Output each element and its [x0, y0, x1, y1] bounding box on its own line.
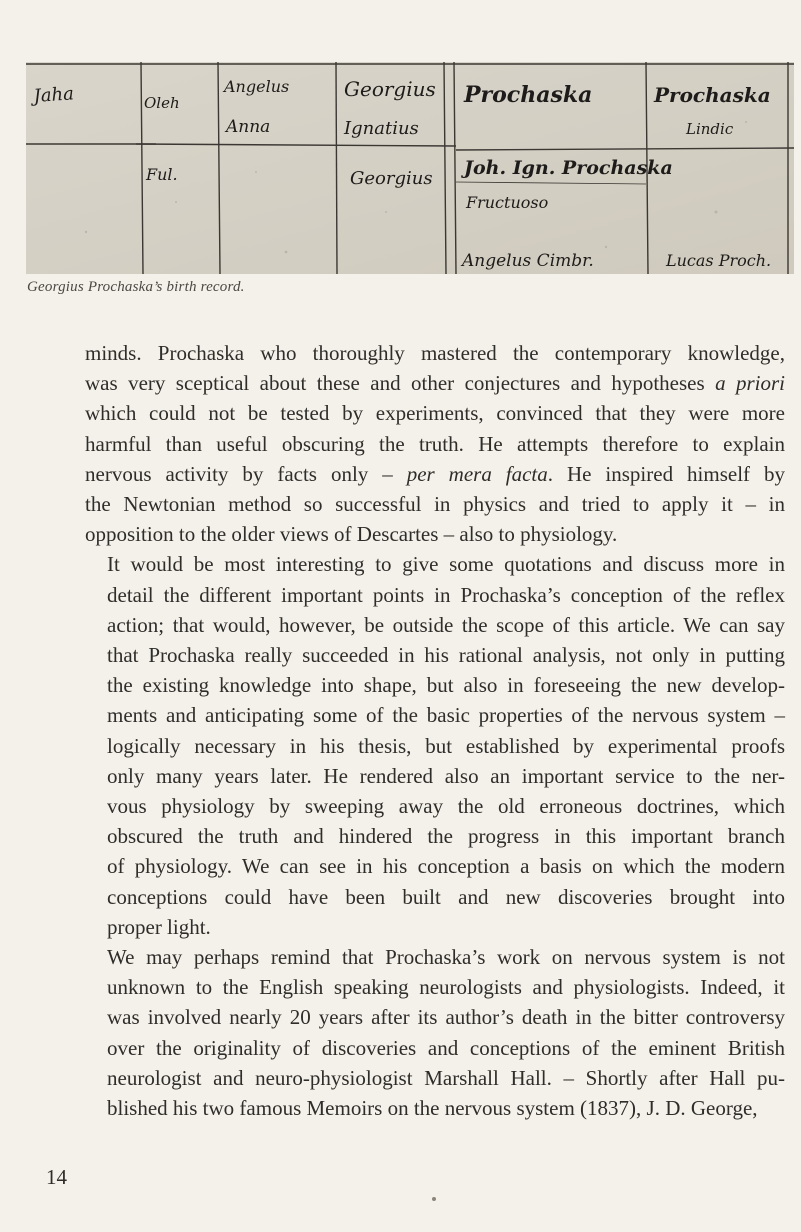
text-line: obscured the truth and hindered the progress in this important branch	[107, 824, 785, 849]
text-line: vous physiology by sweeping away the old erroneous doctrines, which	[107, 794, 785, 819]
text-line: which could not be tested by experiments, convinced that they were more	[85, 401, 785, 426]
svg-text:Oleh: Oleh	[144, 94, 180, 112]
svg-text:Georgius: Georgius	[344, 77, 436, 101]
paragraph	[85, 549, 785, 942]
birth-record-image	[26, 62, 794, 274]
print-speck	[432, 1197, 436, 1201]
text-line: neurologist and neuro-physiologist Marshall Hall. – Shortly after Hall pu-	[107, 1065, 785, 1090]
text-line: unknown to the English speaking neurologists and physiologists. Indeed, it	[107, 975, 785, 1000]
text-line: We may perhaps remind that Prochaska’s work on nervous system is not	[107, 945, 785, 970]
text-line: logically necessary in his thesis, but established by experimental proofs	[107, 733, 785, 758]
svg-text:Angelus: Angelus	[224, 77, 290, 96]
text-line: over the originality of discoveries and conceptions of the eminent British	[107, 1035, 785, 1060]
svg-text:Ignatius: Ignatius	[344, 118, 419, 139]
text-line: detail the different important points in Prochaska’s conception of the reflex	[107, 582, 785, 607]
svg-text:Fructuoso: Fructuoso	[466, 193, 549, 212]
svg-text:Georgius: Georgius	[350, 168, 433, 189]
text-line: only many years later. He rendered also an important service to the ner-	[107, 763, 785, 788]
svg-text:Lucas Proch.: Lucas Proch.	[666, 251, 772, 270]
text-line: of physiology. We can see in his conception a basis on which the modern	[107, 854, 785, 879]
paragraph	[85, 338, 785, 549]
svg-text:Angelus Cimbr.: Angelus Cimbr.	[462, 251, 594, 271]
text-line: opposition to the older views of Descartes – also to physiology.	[85, 522, 618, 547]
text-line: was involved nearly 20 years after its author’s death in the bitter controversy	[107, 1005, 785, 1030]
text-line: that Prochaska really succeeded in his rational analysis, not only in putting	[107, 643, 785, 668]
page-number: 14	[46, 1165, 67, 1189]
svg-text:Prochaska: Prochaska	[654, 83, 771, 107]
svg-text:Jaha: Jaha	[32, 83, 75, 107]
text-line: blished his two famous Memoirs on the nervous system (1837), J. D. George,	[107, 1096, 758, 1121]
svg-text:Joh. Ign. Prochaska: Joh. Ign. Prochaska	[464, 157, 673, 179]
text-line: was very sceptical about these and other conjectures and hypotheses a priori	[85, 371, 786, 396]
svg-text:Lindic: Lindic	[686, 120, 734, 138]
svg-text:Ful.: Ful.	[146, 165, 178, 184]
text-line: proper light.	[107, 914, 211, 939]
svg-text:Anna: Anna	[226, 117, 271, 137]
text-line: harmful than useful obscuring the truth. He attempts therefore to explain	[85, 431, 785, 456]
article-body	[85, 338, 785, 1123]
text-line: nervous activity by facts only – per mera facta. He inspired himself by	[85, 461, 785, 486]
svg-text:Prochaska: Prochaska	[464, 82, 593, 108]
text-line: minds. Prochaska who thoroughly mastered the contemporary knowledge,	[85, 341, 785, 365]
text-line: the Newtonian method so successful in physics and tried to apply it – in	[85, 492, 785, 517]
text-line: ments and anticipating some of the basic properties of the nervous system –	[107, 703, 785, 728]
figure-caption: Georgius Prochaska’s birth record.	[27, 279, 245, 295]
text-line: action; that would, however, be outside the scope of this article. We can say	[107, 612, 785, 637]
paragraph	[85, 942, 785, 1123]
text-line: the existing knowledge into shape, but also in foreseeing the new develop-	[107, 673, 785, 698]
text-line: It would be most interesting to give some quotations and discuss more in	[107, 552, 785, 577]
text-line: conceptions could have been built and new discoveries brought into	[107, 884, 785, 909]
birth-record-scan	[26, 62, 794, 274]
